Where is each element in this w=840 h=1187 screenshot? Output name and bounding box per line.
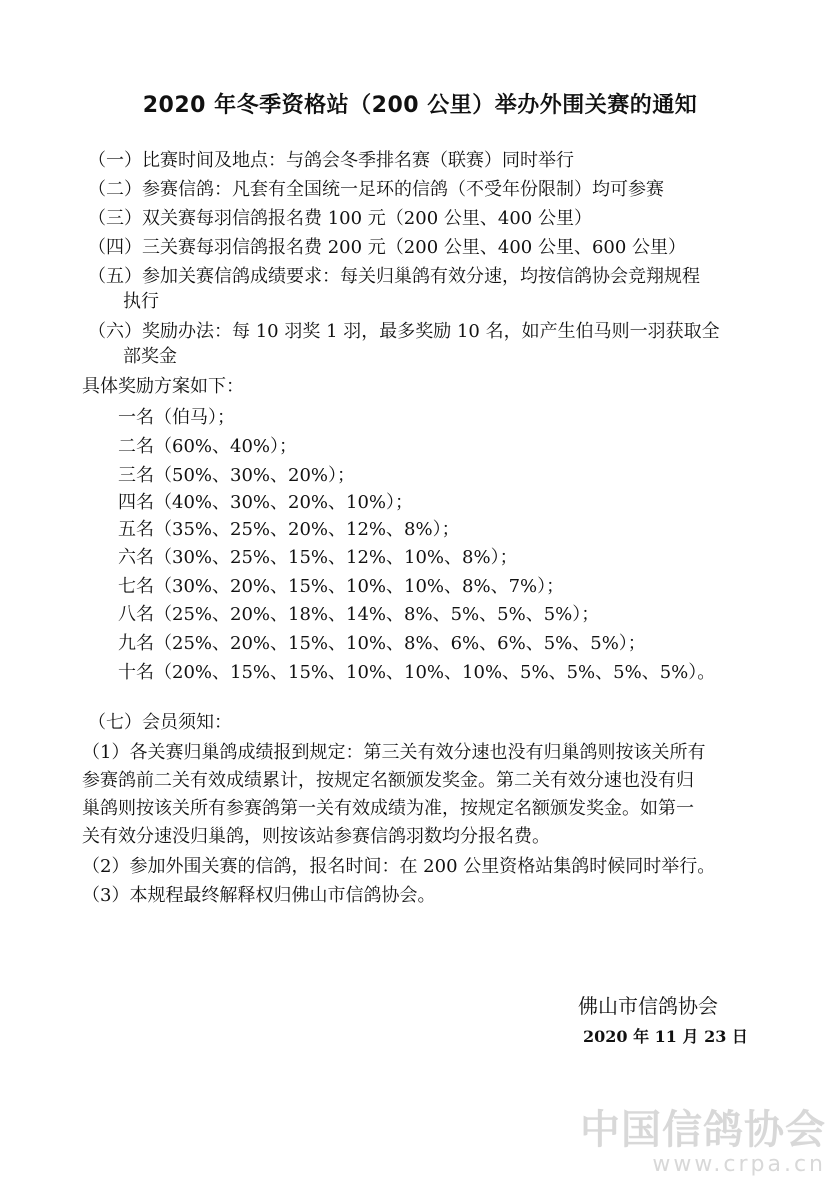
notice-line-3: 巢鸽则按该关所有参赛鸽第一关有效成绩为准，按规定名额颁发奖金。如第一 — [82, 798, 694, 819]
notice-line-1: （1）各关赛归巢鸽成绩报到规定：第三关有效分速也没有归巢鸽则按该关所有 — [82, 742, 706, 763]
item-3: （三）双关赛每羽信鸽报名费 100 元（200 公里、400 公里） — [88, 208, 592, 229]
item-6: （六）奖励办法：每 10 羽奖 1 羽，最多奖励 10 名，如产生伯马则一羽获取全 — [88, 321, 720, 342]
award-rank-8: 八名（25%、20%、18%、14%、8%、5%、5%、5%）； — [118, 604, 600, 625]
item-4: （四）三关赛每羽信鸽报名费 200 元（200 公里、400 公里、600 公里） — [88, 237, 687, 258]
award-rank-2: 二名（60%、40%）； — [118, 436, 298, 457]
item-6-continuation: 部奖金 — [123, 346, 177, 367]
item-1: （一）比赛时间及地点：与鸽会冬季排名赛（联赛）同时举行 — [88, 150, 574, 171]
item-5: （五）参加关赛信鸽成绩要求：每关归巢鸽有效分速，均按信鸽协会竞翔规程 — [88, 266, 700, 287]
award-rank-3: 三名（50%、30%、20%）； — [118, 465, 356, 486]
notice-heading: （七）会员须知： — [88, 712, 232, 733]
watermark-name: 中国信鸽协会 — [580, 1107, 826, 1153]
award-rank-10: 十名（20%、15%、15%、10%、10%、10%、5%、5%、5%、5%）。 — [118, 662, 716, 683]
notice-line-6: （3）本规程最终解释权归佛山市信鸽协会。 — [82, 885, 436, 906]
award-rank-5: 五名（35%、25%、20%、12%、8%）； — [118, 519, 460, 540]
item-5-continuation: 执行 — [123, 291, 159, 312]
award-rank-1: 一名（伯马）； — [118, 407, 235, 428]
award-rank-6: 六名（30%、25%、15%、12%、10%、8%）； — [118, 547, 518, 568]
award-rank-9: 九名（25%、20%、15%、10%、8%、6%、6%、5%、5%）； — [118, 633, 646, 654]
notice-line-2: 参赛鸽前二关有效成绩累计，按规定名额颁发奖金。第二关有效分速也没有归 — [82, 770, 694, 791]
notice-line-4: 关有效分速没归巢鸽，则按该站参赛信鸽羽数均分报名费。 — [82, 826, 550, 847]
awards-intro: 具体奖励方案如下： — [82, 376, 244, 397]
document-title: 2020 年冬季资格站（200 公里）举办外围关赛的通知 — [142, 93, 698, 118]
item-2: （二）参赛信鸽：凡套有全国统一足环的信鸽（不受年份限制）均可参赛 — [88, 179, 664, 200]
signature-date: 2020 年 11 月 23 日 — [583, 1027, 748, 1046]
award-rank-4: 四名（40%、30%、20%、10%）； — [118, 492, 414, 513]
watermark-url: www.crpa.cn — [652, 1152, 826, 1177]
notice-line-5: （2）参加外围关赛的信鸽，报名时间：在 200 公里资格站集鸽时候同时举行。 — [82, 856, 716, 877]
award-rank-7: 七名（30%、20%、15%、10%、10%、8%、7%）； — [118, 576, 565, 597]
signature-organization: 佛山市信鸽协会 — [578, 994, 718, 1018]
watermark — [580, 1108, 826, 1178]
